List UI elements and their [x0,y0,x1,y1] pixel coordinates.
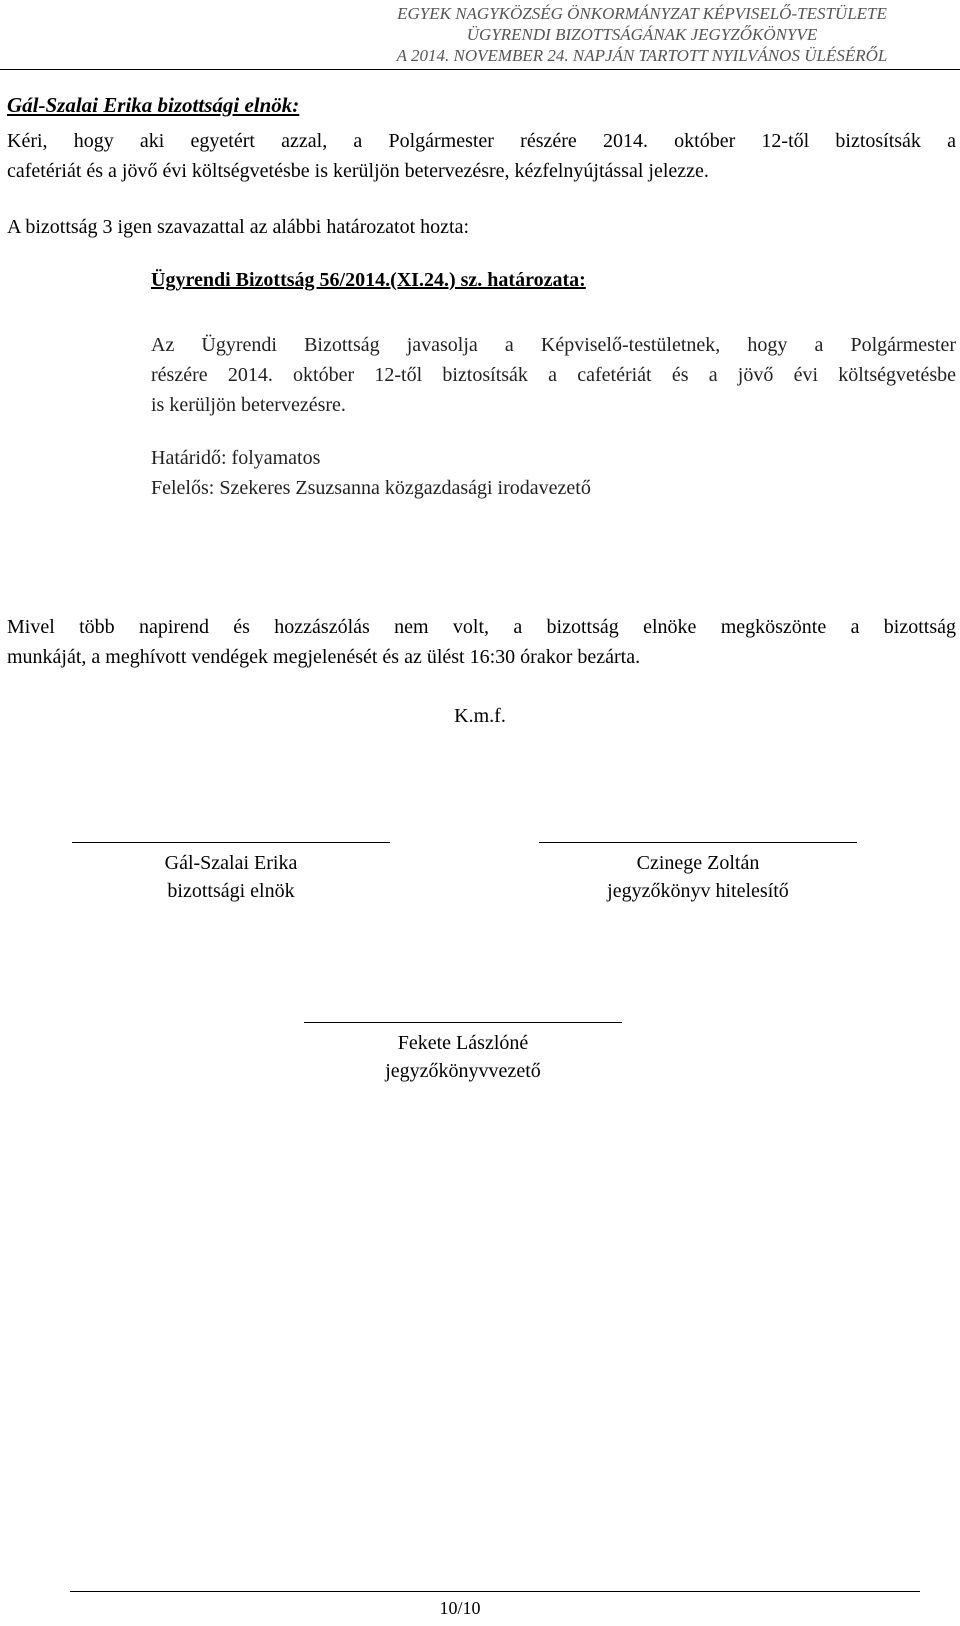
signature-authenticator [539,842,857,905]
vote-statement: A bizottság 3 igen szavazattal az alábbi határozatot hozta: [7,216,470,238]
closing-line-2: munkáját, a meghívott vendégek megjelenését és az ülést 16:30 órakor bezárta. [7,646,641,668]
footer-divider [70,1591,920,1592]
signature-role: jegyzőkönyv hitelesítő [607,880,789,902]
signature-line [539,842,857,843]
signature-chair [72,842,390,905]
resolution-deadline: Határidő: folyamatos [151,447,321,469]
resolution-line-2: részére 2014. október 12-től biztosítsák a cafetériát és a jövő évi költségvetésbe [151,364,956,386]
kmf-mark: K.m.f. [454,705,506,727]
resolution-line-3: is kerüljön betervezésre. [151,394,346,416]
request-line-2: cafetériát és a jövő évi költségvetésbe is kerüljön betervezésre, kézfelnyújtással jelezze. [7,160,709,182]
signature-role: bizottsági elnök [167,880,295,902]
header-line-2: ÜGYRENDI BIZOTTSÁGÁNAK JEGYZŐKÖNYVE [466,25,818,44]
speaker-label: Gál-Szalai Erika bizottsági elnök: [7,93,300,117]
page-number: 10/10 [439,1598,481,1618]
signature-recorder [304,1022,622,1085]
signature-name: Gál-Szalai Erika [164,852,298,874]
signature-name: Fekete Lászlóné [397,1032,529,1054]
resolution-body [151,330,956,420]
closing-paragraph [7,612,956,672]
closing-line-1: Mivel több napirend és hozzászólás nem volt, a bizottság elnöke megköszönte a bizottság [7,616,956,638]
signature-name: Czinege Zoltán [636,852,760,874]
header-line-1: EGYEK NAGYKÖZSÉG ÖNKORMÁNYZAT KÉPVISELŐ-TESTÜLETE [397,4,887,23]
signature-role: jegyzőkönyvvezető [385,1060,541,1082]
signature-line [304,1022,622,1023]
header-divider [0,69,960,70]
header-line-3: A 2014. NOVEMBER 24. NAPJÁN TARTOTT NYILVÁNOS ÜLÉSÉRŐL [396,46,888,65]
resolution-line-1: Az Ügyrendi Bizottság javasolja a Képviselő-testületnek, hogy a Polgármester [151,334,956,356]
page-header [0,3,960,73]
signature-line [72,842,390,843]
resolution-title: Ügyrendi Bizottság 56/2014.(XI.24.) sz. határozata: [151,269,586,291]
resolution-responsible: Felelős: Szekeres Zsuzsanna közgazdasági irodavezető [151,477,591,499]
request-paragraph [7,126,956,186]
resolution-meta [151,443,591,503]
request-line-1: Kéri, hogy aki egyetért azzal, a Polgármester részére 2014. október 12-től biztosítsák a [7,130,956,152]
